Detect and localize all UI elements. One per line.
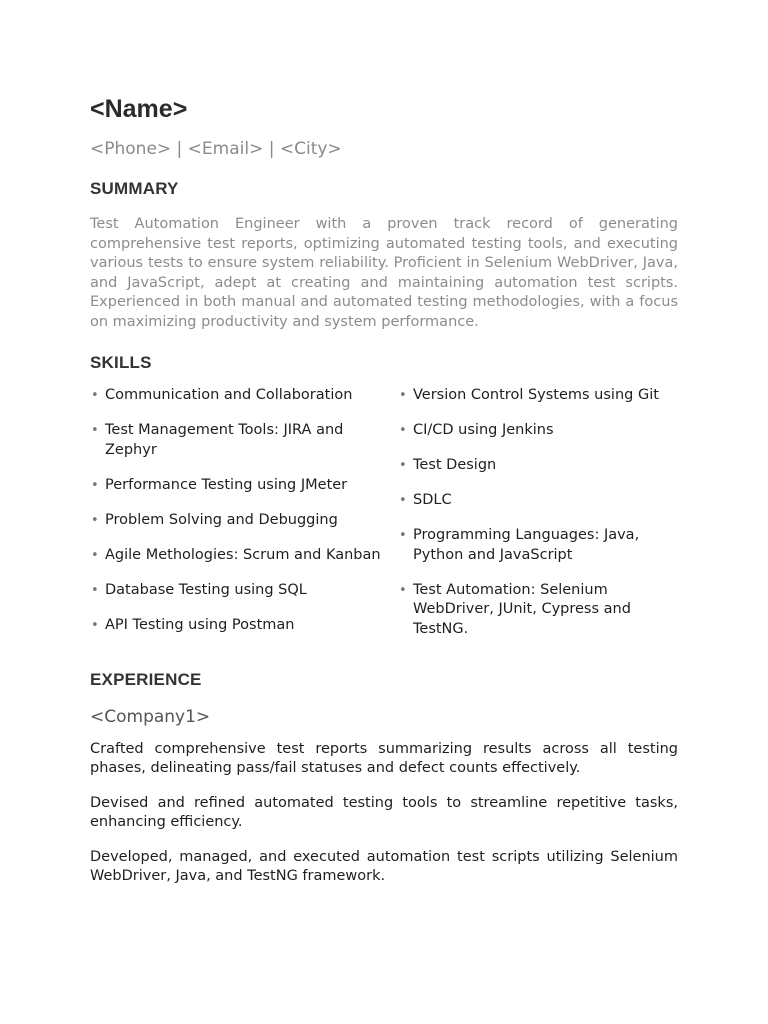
bullet-dot-icon: • xyxy=(399,493,407,508)
skill-label: Test Design xyxy=(413,457,497,473)
bullet-dot-icon: • xyxy=(399,582,407,598)
skills-column-left xyxy=(90,386,398,655)
skill-label: Programming Languages: Java, Python and JavaScript xyxy=(413,527,640,563)
skill-item xyxy=(398,421,678,441)
skill-label: Problem Solving and Debugging xyxy=(105,511,338,528)
skills-list xyxy=(90,386,678,655)
contact-line: <Phone> | <Email> | <City> xyxy=(90,139,342,159)
skill-item xyxy=(90,616,398,636)
skill-label: SDLC xyxy=(413,492,452,508)
skill-label: Communication and Collaboration xyxy=(105,387,353,403)
skill-label: Performance Testing using JMeter xyxy=(105,476,348,493)
bullet-dot-icon: • xyxy=(399,423,407,438)
skill-item xyxy=(90,386,398,406)
company-name: <Company1> xyxy=(90,706,211,727)
skill-item xyxy=(90,421,398,460)
skill-label: API Testing using Postman xyxy=(105,616,295,633)
experience-heading: EXPERIENCE xyxy=(90,669,202,689)
experience-item: Devised and refined automated testing tools to streamline repetitive tasks, enhancing efficiency. xyxy=(90,794,678,830)
skill-item xyxy=(90,511,398,531)
bullet-dot-icon: • xyxy=(399,388,407,403)
skill-label: Test Automation: Selenium WebDriver, JUnit, Cypress and TestNG. xyxy=(413,581,631,637)
skill-item xyxy=(90,581,398,601)
skill-item xyxy=(398,491,678,511)
skill-label: Test Management Tools: JIRA and Zephyr xyxy=(105,422,344,458)
skill-item xyxy=(398,386,678,406)
bullet-dot-icon: • xyxy=(399,528,407,543)
skill-item xyxy=(398,581,678,640)
bullet-dot-icon: • xyxy=(91,388,99,403)
bullet-dot-icon: • xyxy=(91,617,99,633)
summary-text: Test Automation Engineer with a proven track record of generating comprehensive test reports, optimizing automated testing tools, and executing various tests to ensure system reliability. Proficient in Selenium WebDriver, Java, and JavaScript, adept at creating and maintaining automation test scripts. Experienced in both manual and automated testing methodologies, with a focus on maximizing productivity and system performance. xyxy=(90,216,678,330)
bullet-dot-icon: • xyxy=(91,547,99,563)
bullet-dot-icon: • xyxy=(91,512,99,528)
skills-heading: SKILLS xyxy=(90,353,152,372)
bullet-dot-icon: • xyxy=(399,458,407,473)
experience-item: Crafted comprehensive test reports summarizing results across all testing phases, delineating pass/fail statuses and defect counts effectively. xyxy=(90,740,678,776)
skill-item xyxy=(398,526,678,565)
skills-column-right xyxy=(398,386,678,655)
candidate-name: <Name> xyxy=(90,95,188,123)
skill-label: Agile Methologies: Scrum and Kanban xyxy=(105,546,381,563)
bullet-dot-icon: • xyxy=(91,423,99,438)
experience-item: Developed, managed, and executed automation test scripts utilizing Selenium WebDriver, Java, and TestNG framework. xyxy=(90,848,678,884)
skill-item xyxy=(398,456,678,476)
summary-heading: SUMMARY xyxy=(90,179,179,198)
skill-label: Version Control Systems using Git xyxy=(413,387,659,403)
bullet-dot-icon: • xyxy=(91,477,99,493)
resume-page xyxy=(90,92,678,887)
skill-label: CI/CD using Jenkins xyxy=(413,422,554,438)
skill-item xyxy=(90,546,398,566)
bullet-dot-icon: • xyxy=(91,582,99,598)
skill-item xyxy=(90,476,398,496)
skill-label: Database Testing using SQL xyxy=(105,581,307,598)
